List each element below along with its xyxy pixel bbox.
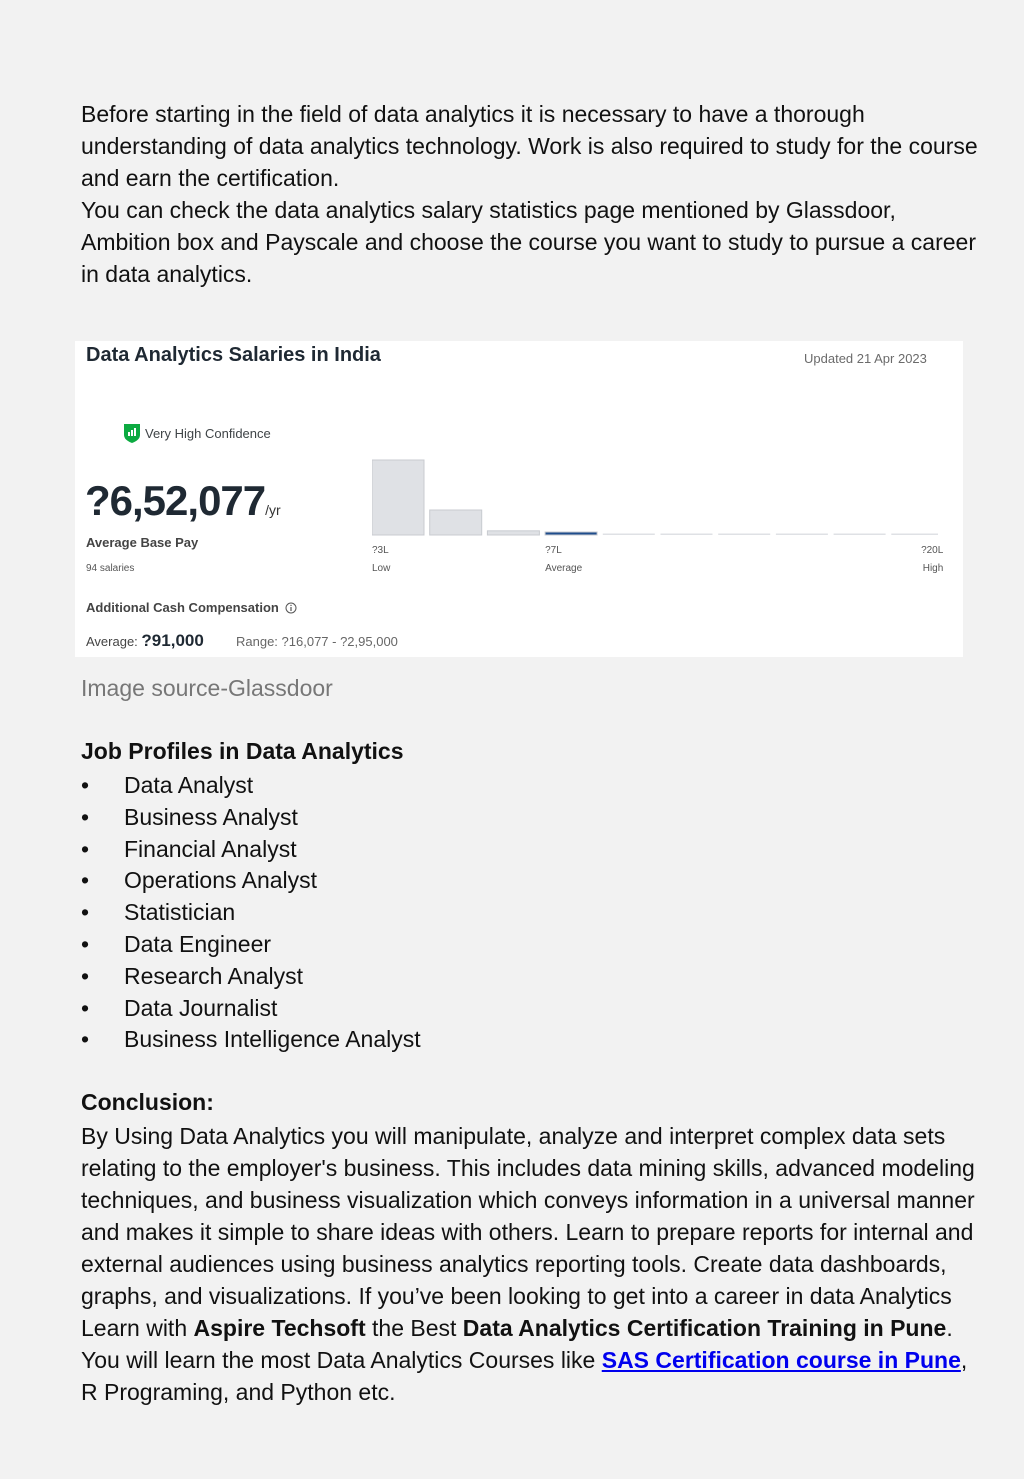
confidence-label: Very High Confidence — [145, 426, 271, 441]
salary-count: 94 salaries — [86, 563, 135, 574]
bullet-icon: • — [81, 994, 90, 1021]
job-label: Business Intelligence Analyst — [124, 1026, 421, 1053]
shield-icon — [123, 423, 141, 444]
histogram-bar — [834, 534, 886, 536]
base-pay-label: Average Base Pay — [86, 535, 199, 550]
base-pay-value: 6,52,077 — [109, 477, 266, 524]
job-item — [81, 770, 421, 802]
confidence-badge — [123, 423, 271, 444]
intro-paragraph — [81, 98, 981, 290]
tick-value: ?20L — [921, 545, 944, 556]
conclusion-text-1: By Using Data Analytics you will manipulate, analyze and interpret complex data sets relating to the employer's business. This includes data mining skills, advanced modeling techniques, and business visualization which conveys information in a universal manner and makes it simple to share ideas with others. Learn to prepare reports for internal and external audiences using business analytics reporting tools. Create data dashboards, graphs, and visualizations. If you’ve been looking to get into a career in data Analytics Learn with — [81, 1123, 975, 1341]
histogram-bar — [603, 534, 655, 536]
conclusion-heading: Conclusion: — [81, 1089, 214, 1115]
job-label: Business Analyst — [124, 803, 298, 830]
bullet-icon: • — [81, 899, 90, 926]
histogram-bar — [545, 532, 597, 535]
additional-range: Range: ?16,077 - ?2,95,000 — [236, 634, 398, 649]
jobs-list — [81, 770, 421, 1056]
intro-line-2: You can check the data analytics salary statistics page mentioned by Glassdoor, Ambition box and Payscale and choose the course you want to study to pursue a career in data analytics. — [81, 197, 976, 287]
job-label: Data Engineer — [124, 930, 272, 957]
conclusion-text-2: the Best — [365, 1315, 463, 1341]
additional-average — [86, 631, 204, 651]
histogram-bar — [776, 534, 828, 536]
updated-date: Updated 21 Apr 2023 — [804, 351, 927, 366]
currency-glyph: ? — [85, 477, 110, 524]
bullet-icon: • — [81, 867, 90, 894]
histogram-bar — [718, 534, 770, 536]
base-pay — [85, 477, 281, 525]
bullet-icon: • — [81, 835, 90, 862]
info-icon[interactable] — [285, 602, 297, 614]
conclusion-text-3: . You will learn the most Data Analytics Courses like — [81, 1315, 953, 1373]
job-label: Statistician — [124, 899, 236, 926]
image-caption: Image source-Glassdoor — [81, 675, 333, 701]
job-item — [81, 802, 421, 834]
tick-label: High — [922, 563, 944, 574]
bullet-icon: • — [81, 962, 90, 989]
intro-line-1: Before starting in the field of data analytics it is necessary to have a thorough understanding of data analytics technology. Work is also required to study for the course and earn the certification. — [81, 101, 978, 191]
histogram-bar — [487, 531, 539, 535]
histogram-bar — [430, 510, 482, 535]
brand-name: Aspire Techsoft — [193, 1315, 366, 1341]
additional-cash-text: Additional Cash Compensation — [86, 600, 279, 615]
job-label: Data Journalist — [124, 994, 278, 1021]
job-label: Operations Analyst — [124, 867, 318, 894]
conclusion-paragraph — [81, 1120, 981, 1408]
jobs-heading: Job Profiles in Data Analytics — [81, 738, 404, 764]
job-item — [81, 865, 421, 897]
bullet-icon: • — [81, 930, 90, 957]
job-label: Financial Analyst — [124, 835, 297, 862]
bullet-icon: • — [81, 1026, 90, 1053]
additional-cash-label — [86, 600, 297, 615]
job-item — [81, 1024, 421, 1056]
average-label: Average: — [86, 634, 142, 649]
tick-value: ?7L — [545, 545, 562, 556]
histogram-bar — [372, 460, 424, 535]
per-year-unit: /yr — [265, 502, 281, 518]
average-value: ?91,000 — [141, 631, 204, 650]
salary-histogram — [372, 455, 938, 537]
bullet-icon: • — [81, 803, 90, 830]
job-item — [81, 897, 421, 929]
salary-card-title: Data Analytics Salaries in India — [86, 344, 381, 366]
job-item — [81, 929, 421, 961]
histogram-bar — [661, 534, 713, 536]
job-item — [81, 834, 421, 866]
job-item — [81, 961, 421, 993]
histogram-bar — [891, 534, 938, 536]
tick-label: Average — [545, 563, 583, 574]
training-name: Data Analytics Certification Training in Pune — [462, 1315, 947, 1341]
job-label: Data Analyst — [124, 772, 254, 798]
job-item — [81, 993, 421, 1025]
sas-course-link[interactable]: SAS Certification course in Pune — [601, 1347, 961, 1373]
job-label: Research Analyst — [124, 962, 303, 989]
salary-card — [75, 341, 963, 657]
tick-value: ?3L — [372, 545, 389, 556]
bullet-icon: • — [81, 772, 90, 798]
tick-label: Low — [372, 563, 391, 574]
conclusion-text-4: , R Programing, and Python etc. — [81, 1347, 968, 1405]
